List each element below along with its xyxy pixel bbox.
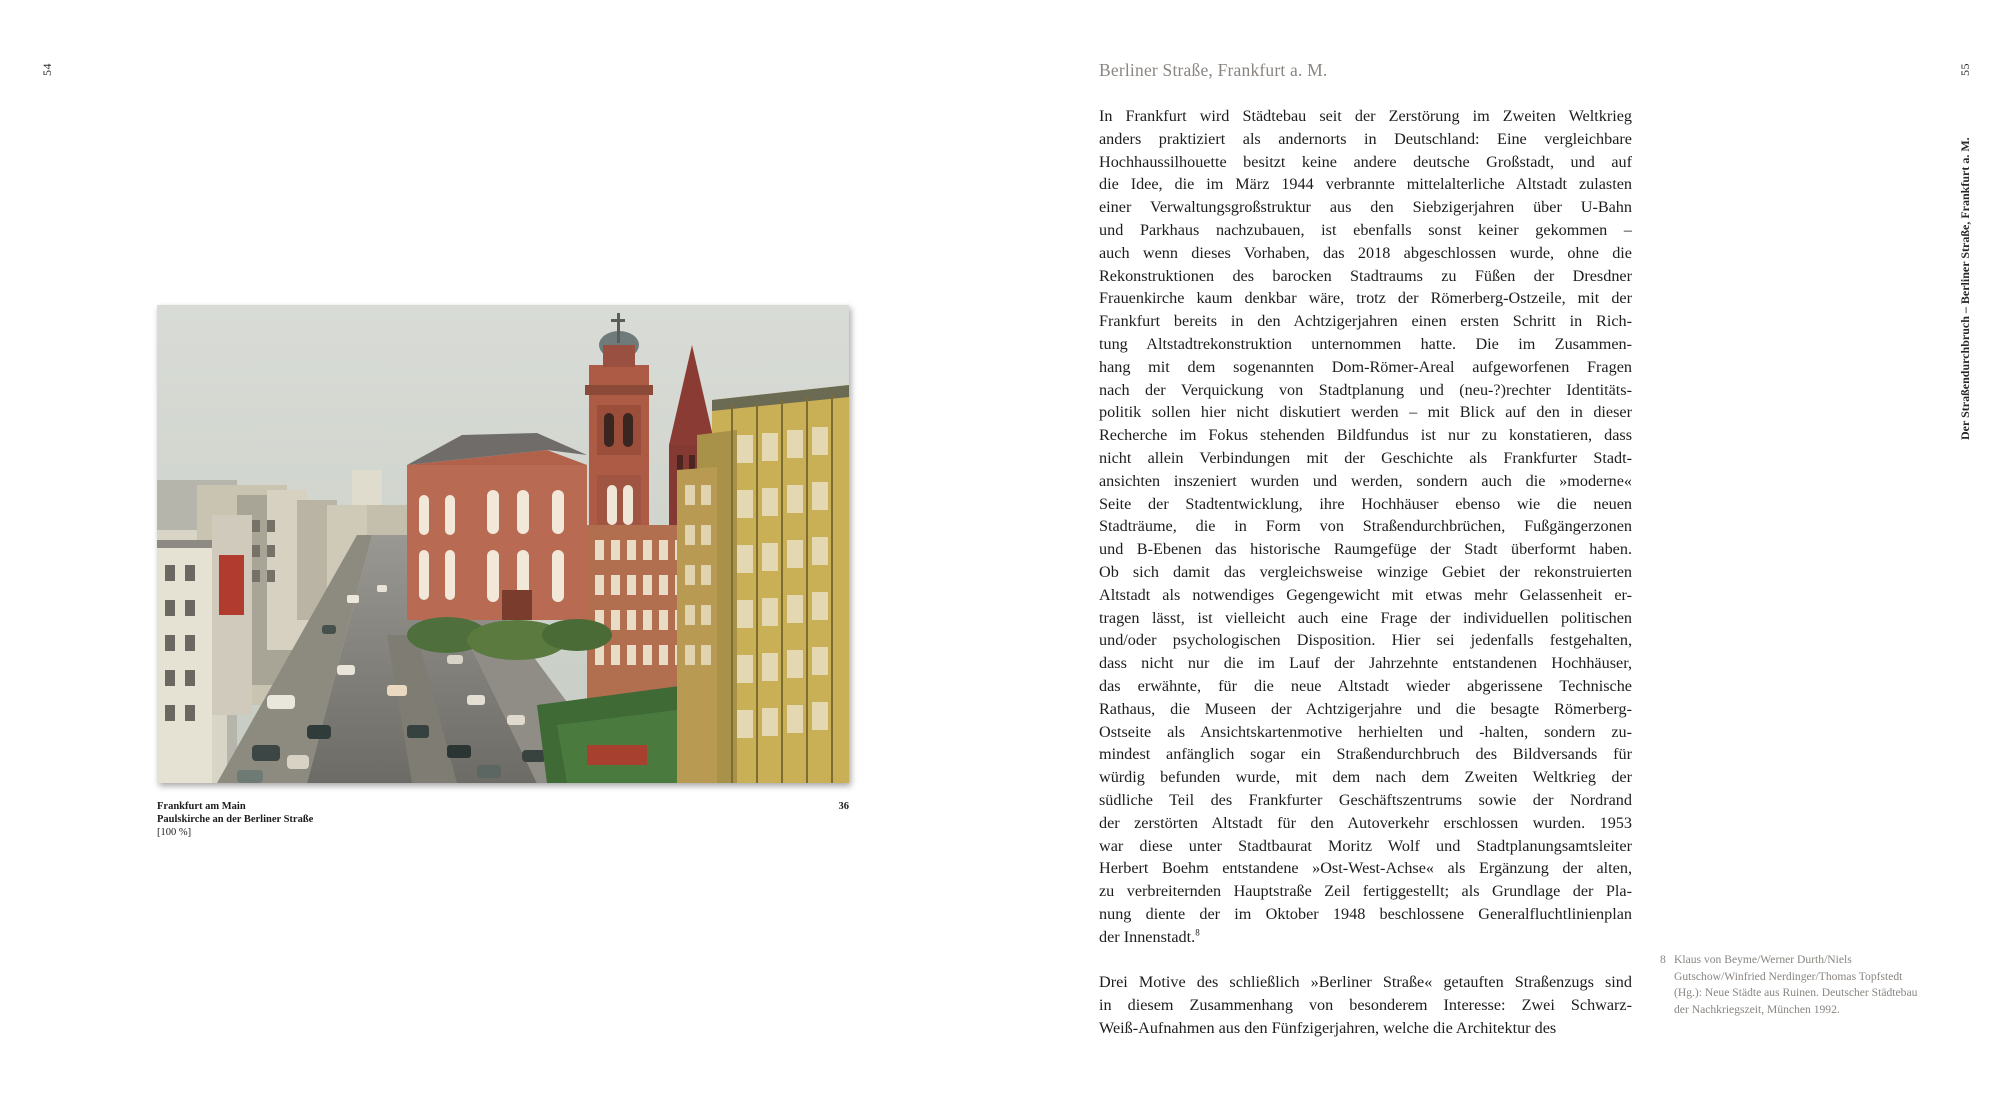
section-heading: Berliner Straße, Frankfurt a. M. (1099, 60, 1328, 80)
text-line (1099, 515, 1632, 538)
body-text (1099, 105, 1632, 1040)
text-line-content: nung diente der im Oktober 1948 beschlossene Generalfluchtlinienplan (1099, 904, 1632, 923)
text-line-content: einer Verwaltungsgroßstruktur aus den Siebzigerjahren über U-Bahn (1099, 198, 1632, 217)
text-line (1099, 1017, 1632, 1040)
text-line-content: Ob sich damit das vergleichsweise winzige Gebiet der rekonstruierten (1099, 562, 1632, 581)
text-line (1099, 675, 1632, 698)
text-line-content: und Parkhaus nachzubauen, ist ebenfalls sonst keiner gekommen – (1099, 220, 1632, 239)
text-line (1099, 971, 1632, 994)
text-line-content: In Frankfurt wird Städtebau seit der Zerstörung im Zweiten Weltkrieg (1099, 107, 1632, 125)
footnote (1660, 952, 1920, 1018)
text-line (1099, 766, 1632, 789)
paragraph-1 (1099, 105, 1632, 948)
text-line-content: tung Altstadtrekonstruktion unternommen hatte. Die im Zusammen- (1099, 334, 1632, 353)
caption-subtitle: Paulskirche an der Berliner Straße (157, 814, 314, 825)
text-line (1099, 173, 1632, 196)
text-line (1099, 356, 1632, 379)
text-line-content: nach der Verquickung von Stadtplanung und (neu-?)rechter Identitäts- (1099, 380, 1632, 399)
text-line-content: das erwähnte, für die neue Altstadt wieder abgerissene Technische (1099, 676, 1632, 695)
text-line (1099, 196, 1632, 219)
text-line (1099, 652, 1632, 675)
figure-number: 36 (838, 801, 849, 812)
text-line-content: anders praktiziert als andernorts in Deutschland: Eine vergleichbare (1099, 129, 1632, 148)
text-line (1099, 698, 1632, 721)
text-line-content: hang mit dem sogenannten Dom-Römer-Areal aufgeworfenen Fragen (1099, 357, 1632, 376)
footnote-text: Klaus von Beyme/Werner Durth/Niels Gutschow/Winfried Nerdinger/Thomas Topfstedt (Hg.): Neue Städte aus Ruinen. Deutscher Städtebau der Nachkriegszeit, München 1992. (1674, 953, 1918, 1016)
text-line-content: südliche Teil des Frankfurter Geschäftszentrums sowie der Nordrand (1099, 790, 1632, 809)
text-line (1099, 333, 1632, 356)
text-line-content: der Innenstadt. (1099, 927, 1196, 946)
photo-caption (157, 800, 849, 839)
text-line-content: Herbert Boehm entstandene »Ost-West-Achse« als Ergänzung der alten, (1099, 859, 1632, 878)
text-line (1099, 994, 1632, 1017)
text-line-content: und/oder psychologischen Disposition. Hier sei jedenfalls festgehalten, (1099, 631, 1632, 650)
text-line-content: Hochhaussilhouette besitzt keine andere deutsche Großstadt, und auf (1099, 152, 1632, 171)
page-number-right: 55 (1958, 63, 1972, 76)
text-line-content: Seite der Stadtentwicklung, ihre Hochhäuser ebenso wie die neuen (1099, 494, 1632, 513)
text-line (1099, 219, 1632, 242)
text-line (1099, 287, 1632, 310)
text-line-content: Drei Motive des schließlich »Berliner Straße« getauften Straßenzugs sind (1099, 973, 1632, 992)
text-line (1099, 743, 1632, 766)
text-line-content: Rathaus, die Museen der Achtzigerjahre und die besagte Römerberg- (1099, 699, 1632, 718)
text-line (1099, 242, 1632, 265)
text-line (1099, 447, 1632, 470)
text-line (1099, 538, 1632, 561)
text-line (1099, 629, 1632, 652)
text-line-content: politik sollen hier nicht diskutiert werden – mit Blick auf den in dieser (1099, 403, 1632, 422)
text-line (1099, 721, 1632, 744)
text-line (1099, 493, 1632, 516)
text-line (1099, 880, 1632, 903)
text-line-content: auch wenn dieses Vorhaben, das 2018 abgeschlossen wurde, ohne die (1099, 243, 1632, 262)
text-line-content: Ostseite als Ansichtskartenmotive herhielten und -halten, sondern zu- (1099, 722, 1632, 741)
caption-title: Frankfurt am Main (157, 801, 246, 812)
footnote-number: 8 (1660, 953, 1666, 966)
text-line-content: würdig befunden wurde, mit dem nach dem Zweiten Weltkrieg der (1099, 768, 1632, 787)
text-line (1099, 812, 1632, 835)
text-line (1099, 561, 1632, 584)
text-line (1099, 128, 1632, 151)
text-line-content: zu verbreiternden Hauptstraße Zeil fertiggestellt; als Grundlage der Pla- (1099, 882, 1632, 901)
caption-scale: [100 %] (157, 827, 192, 838)
text-line (1099, 926, 1632, 949)
text-line-content: Frankfurt bereits in den Achtzigerjahren einen ersten Schritt in Rich- (1099, 312, 1632, 331)
text-line-content: Rekonstruktionen des barocken Stadtraums zu Füßen der Dresdner (1099, 266, 1632, 285)
text-line-content: ansichten inszeniert wurden und werden, sondern auch die »moderne« (1099, 471, 1632, 490)
text-line (1099, 379, 1632, 402)
text-line-content: Frauenkirche kaum denkbar wäre, trotz der Römerberg-Ostzeile, mit der (1099, 289, 1632, 308)
text-line (1099, 265, 1632, 288)
text-line-content: die Idee, die im März 1944 verbrannte mittelalterliche Altstadt zulasten (1099, 175, 1632, 194)
running-head: Der Straßendurchbruch – Berliner Straße, Frankfurt a. M. (1958, 137, 1972, 440)
text-line-content: in diesem Zusammenhang von besonderem Interesse: Zwei Schwarz- (1099, 996, 1632, 1015)
text-line-content: nicht allein Verbindungen mit der Geschichte als Frankfurter Stadt- (1099, 448, 1632, 467)
paragraph-2 (1099, 971, 1632, 1039)
text-line-content: Recherche im Fokus stehenden Bildfundus ist nur zu konstatieren, dass (1099, 426, 1632, 445)
text-line (1099, 607, 1632, 630)
text-line-content: war diese unter Stadtbaurat Moritz Wolf und Stadtplanungsamtsleiter (1099, 836, 1632, 855)
text-line-content: Weiß-Aufnahmen aus den Fünfzigerjahren, welche die Architektur des (1099, 1018, 1557, 1037)
paragraph-gap (1099, 948, 1632, 971)
footnote-reference[interactable]: 8 (1195, 927, 1200, 938)
text-line (1099, 310, 1632, 333)
text-line (1099, 401, 1632, 424)
text-line (1099, 835, 1632, 858)
text-line (1099, 151, 1632, 174)
text-line-content: dass nicht nur die im Lauf der Jahrzehnte entstandenen Hochhäuser, (1099, 654, 1632, 673)
text-line (1099, 470, 1632, 493)
text-line (1099, 584, 1632, 607)
text-line (1099, 857, 1632, 880)
text-line (1099, 903, 1632, 926)
text-line-content: und B-Ebenen das historische Raumgefüge der Stadt überformt haben. (1099, 540, 1632, 559)
text-line (1099, 424, 1632, 447)
postcard-photo (157, 305, 849, 783)
text-line-content: Stadträume, die in Form von Straßendurchbrüchen, Fußgängerzonen (1099, 517, 1632, 536)
text-line-content: Altstadt als notwendiges Gegengewicht mit etwas mehr Gelassenheit er- (1099, 585, 1632, 604)
text-line-content: mindest anfänglich sogar ein Straßendurchbruch des Bildversands für (1099, 745, 1632, 764)
text-line (1099, 105, 1632, 128)
text-line (1099, 789, 1632, 812)
page-number-left: 54 (40, 63, 54, 76)
text-line-content: der zerstörten Altstadt für den Autoverkehr erschlossen wurden. 1953 (1099, 813, 1632, 832)
text-line-content: tragen lässt, ist vielleicht auch eine Frage der individuellen politischen (1099, 608, 1632, 627)
